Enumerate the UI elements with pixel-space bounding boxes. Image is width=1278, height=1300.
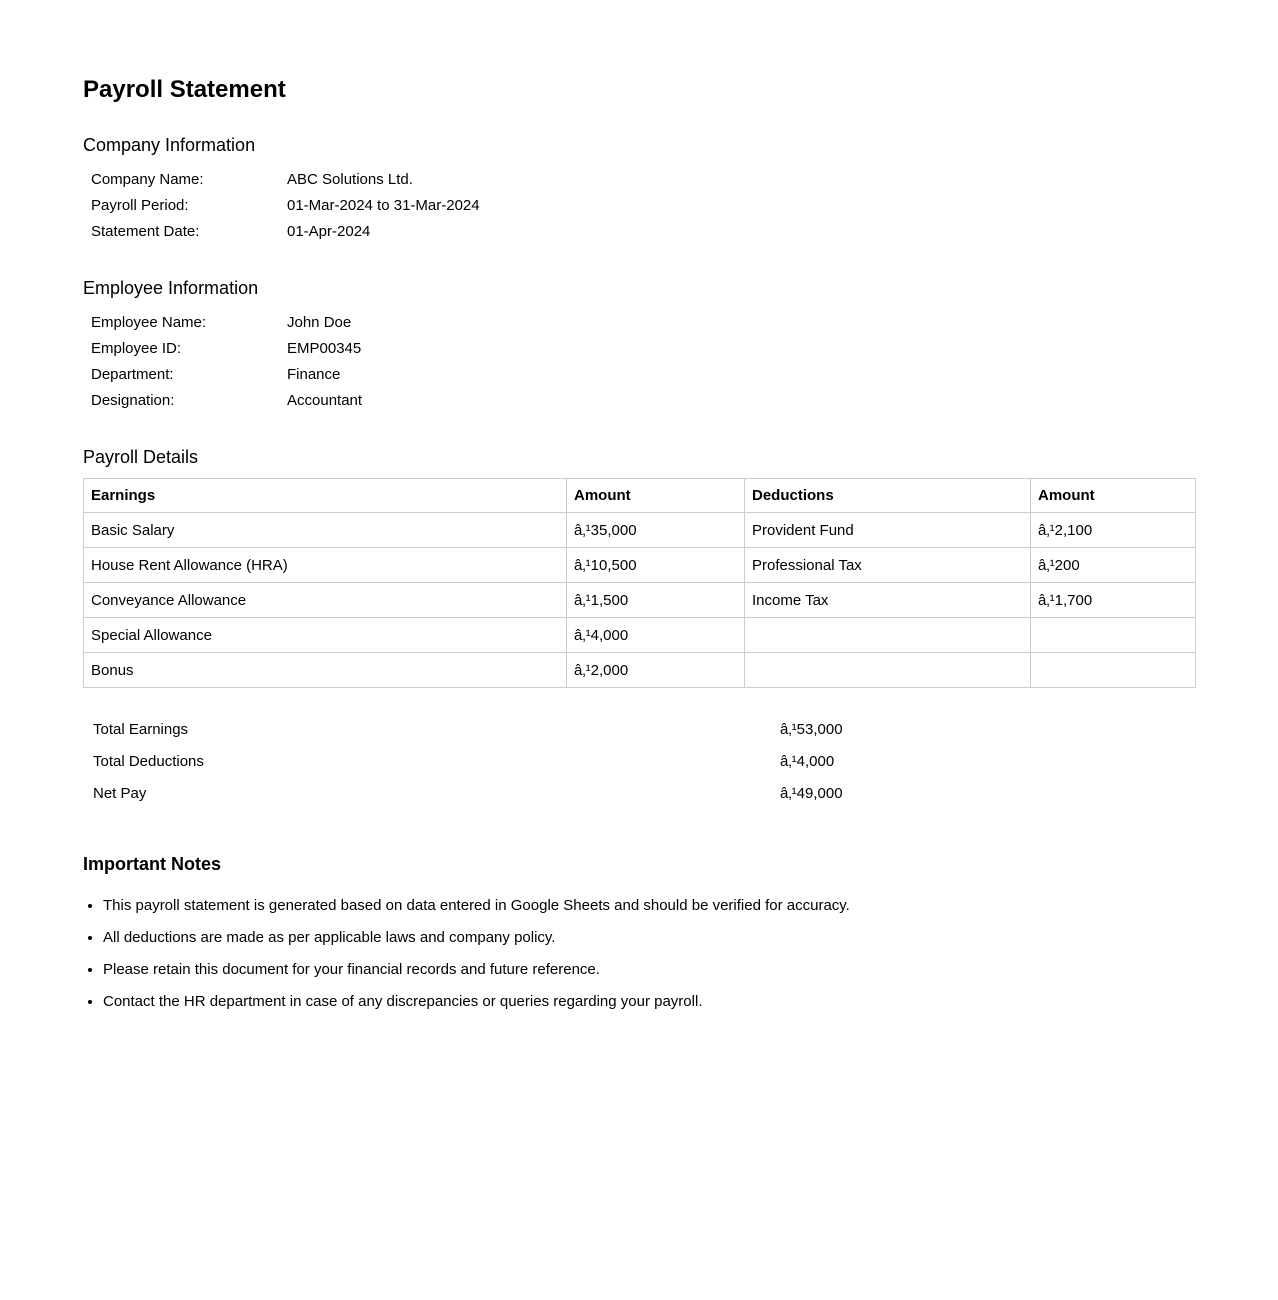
net-pay-label: Net Pay [93, 785, 147, 802]
employee-name-label: Employee Name: [91, 314, 207, 331]
deduction-cell [745, 618, 1031, 653]
payroll-period-value: 01-Mar-2024 to 31-Mar-2024 [287, 197, 480, 214]
total-deductions-label: Total Deductions [93, 753, 204, 770]
statement-date-label: Statement Date: [91, 223, 200, 240]
earning-cell: Special Allowance [84, 618, 567, 653]
totals-block [83, 714, 1195, 810]
employee-name-row [83, 310, 1195, 336]
table-row [84, 618, 1196, 653]
note-item: • All deductions are made as per applicable laws and company policy. [103, 922, 1195, 954]
table-row [84, 513, 1196, 548]
deductions-amount-header: Amount [1031, 479, 1196, 513]
earning-amount-cell: â‚¹4,000 [567, 618, 745, 653]
total-earnings-amount: â‚¹53,000 [780, 721, 843, 738]
note-item: • This payroll statement is generated based on data entered in Google Sheets and should be verified for accuracy. [103, 890, 1195, 922]
payroll-details-table [83, 478, 1196, 688]
note-item: • Please retain this document for your financial records and future reference. [103, 954, 1195, 986]
deduction-amount-cell: â‚¹2,100 [1031, 513, 1196, 548]
total-deductions-amount: â‚¹4,000 [780, 753, 835, 770]
earnings-header: Earnings [84, 479, 567, 513]
total-earnings-row [83, 714, 1195, 746]
statement-date-value: 01-Apr-2024 [287, 223, 371, 240]
payroll-period-row [83, 193, 1195, 219]
company-info-heading: Company Information [83, 135, 256, 155]
earning-amount-cell: â‚¹2,000 [567, 653, 745, 688]
deduction-cell: Income Tax [745, 583, 1031, 618]
deduction-amount-cell [1031, 653, 1196, 688]
company-name-row [83, 167, 1195, 193]
deduction-cell: Professional Tax [745, 548, 1031, 583]
table-row [84, 653, 1196, 688]
earning-cell: Conveyance Allowance [84, 583, 567, 618]
statement-date-row [83, 219, 1195, 245]
payroll-period-label: Payroll Period: [91, 197, 189, 214]
designation-value: Accountant [287, 392, 363, 409]
earning-cell: Basic Salary [84, 513, 567, 548]
earning-cell: House Rent Allowance (HRA) [84, 548, 567, 583]
designation-label: Designation: [91, 392, 175, 409]
earning-cell: Bonus [84, 653, 567, 688]
employee-id-label: Employee ID: [91, 340, 182, 357]
deduction-cell: Provident Fund [745, 513, 1031, 548]
notes-list [83, 890, 1195, 1018]
deduction-amount-cell: â‚¹1,700 [1031, 583, 1196, 618]
payroll-statement-page [83, 0, 1195, 1018]
deduction-amount-cell: â‚¹200 [1031, 548, 1196, 583]
company-name-value: ABC Solutions Ltd. [287, 171, 413, 188]
designation-row [83, 388, 1195, 414]
table-header-row [84, 479, 1196, 513]
employee-info-block [83, 310, 1195, 414]
note-item: • Contact the HR department in case of any discrepancies or queries regarding your payroll. [103, 986, 1195, 1018]
earnings-amount-header: Amount [567, 479, 745, 513]
total-earnings-label: Total Earnings [93, 721, 189, 738]
total-deductions-row [83, 746, 1195, 778]
department-value: Finance [287, 366, 341, 383]
employee-name-value: John Doe [287, 314, 352, 331]
earning-amount-cell: â‚¹10,500 [567, 548, 745, 583]
department-row [83, 362, 1195, 388]
deductions-header: Deductions [745, 479, 1031, 513]
employee-info-heading: Employee Information [83, 278, 259, 298]
net-pay-amount: â‚¹49,000 [780, 785, 843, 802]
deduction-amount-cell [1031, 618, 1196, 653]
important-notes-heading: Important Notes [83, 854, 222, 874]
page-title: Payroll Statement [83, 76, 286, 103]
company-name-label: Company Name: [91, 171, 204, 188]
net-pay-row [83, 778, 1195, 810]
company-info-block [83, 167, 1195, 245]
earning-amount-cell: â‚¹1,500 [567, 583, 745, 618]
table-row [84, 583, 1196, 618]
table-row [84, 548, 1196, 583]
earning-amount-cell: â‚¹35,000 [567, 513, 745, 548]
employee-id-row [83, 336, 1195, 362]
deduction-cell [745, 653, 1031, 688]
department-label: Department: [91, 366, 174, 383]
payroll-details-heading: Payroll Details [83, 447, 199, 467]
employee-id-value: EMP00345 [287, 340, 362, 357]
